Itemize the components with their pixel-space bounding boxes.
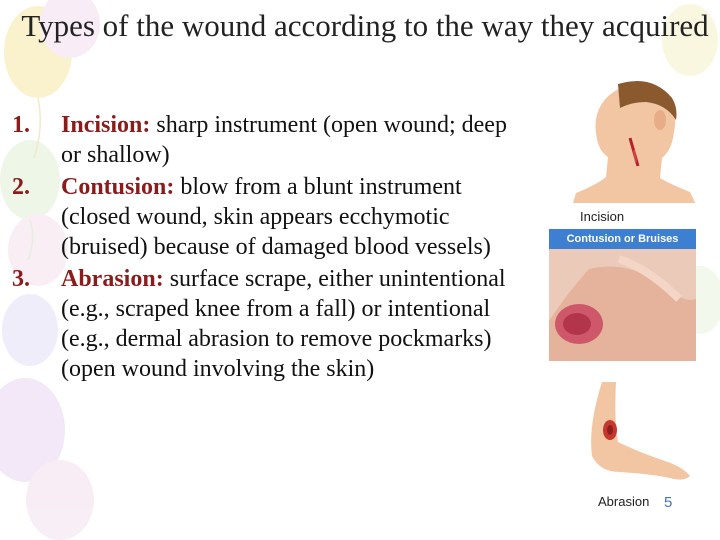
abrasion-label: Abrasion [598,494,650,509]
list-item [12,264,527,384]
wound-type-list [12,110,527,386]
item-description: surface scrape, either unintentional (e.g., scraped knee from a fall) or intentional (e.g., dermal abrasion to remove pockmarks) (open wound involving the skin) [61,266,506,382]
list-item [12,172,527,262]
term-contusion: Contusion: [61,174,175,200]
list-number: 2. [12,174,30,200]
item-description: sharp instrument (open wound; deep or shallow) [61,112,507,168]
incision-label: Incision [580,209,625,224]
term-abrasion: Abrasion: [61,266,164,292]
page-number: 5 [664,494,673,511]
incision-illustration [560,78,700,203]
abrasion-illustration [580,382,695,482]
slide-title: Types of the wound according to the way they acquired [21,8,709,43]
list-number: 3. [12,266,30,292]
contusion-illustration [549,249,696,361]
list-item [12,110,527,170]
item-description: blow from a blunt instrument (closed wound, skin appears ecchymotic (bruised) because of damaged blood vessels) [61,174,491,260]
term-incision: Incision: [61,112,151,138]
contusion-banner: Contusion or Bruises [549,229,696,249]
list-number: 1. [12,112,30,138]
